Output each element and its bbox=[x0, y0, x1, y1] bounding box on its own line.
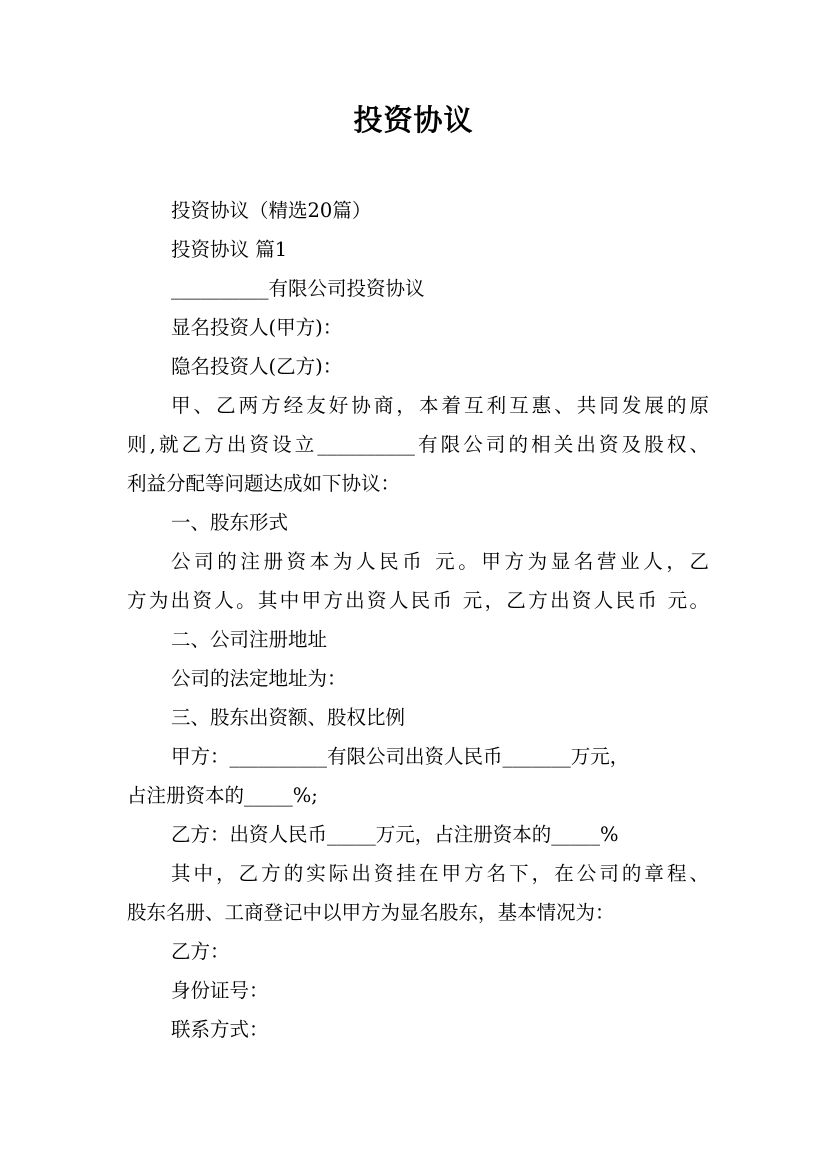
field-line-party-b: 乙方： bbox=[171, 940, 230, 963]
party-b-line: 隐名投资人(乙方)： bbox=[171, 355, 343, 378]
clause-heading-1: 一、股东形式 bbox=[171, 511, 289, 534]
document-title: 投资协议 bbox=[353, 103, 474, 137]
paragraph-line: 公司的法定地址为： bbox=[171, 667, 347, 690]
paragraph-line: 股东名册、工商登记中以甲方为显名股东，基本情况为： bbox=[127, 901, 615, 924]
paragraph-line: 乙方：出资人民币_____万元，占注册资本的_____% bbox=[171, 823, 619, 846]
party-a-line: 显名投资人(甲方)： bbox=[171, 316, 343, 339]
paragraph-line: 甲方：__________有限公司出资人民币_______万元， bbox=[171, 745, 630, 768]
field-line-id-number: 身份证号： bbox=[171, 979, 269, 1002]
clause-heading-2: 二、公司注册地址 bbox=[171, 628, 328, 651]
section-heading-line: 投资协议 篇1 bbox=[171, 238, 288, 261]
field-line-contact: 联系方式： bbox=[171, 1018, 269, 1041]
paragraph-line: 其中，乙方的实际出资挂在甲方名下，在公司的章程、 bbox=[171, 862, 709, 885]
paragraph-line: 甲、乙两方经友好协商，本着互利互惠、共同发展的原 bbox=[171, 394, 709, 417]
paragraph-line: 占注册资本的_____%; bbox=[127, 784, 318, 807]
paragraph-line: 则,就乙方出资设立__________有限公司的相关出资及股权、 bbox=[127, 433, 709, 456]
clause-heading-3: 三、股东出资额、股权比例 bbox=[171, 706, 406, 729]
subtitle-line: 投资协议（精选20篇） bbox=[171, 199, 372, 222]
paragraph-line: 公司的注册资本为人民币 元。甲方为显名营业人，乙 bbox=[171, 550, 709, 573]
agreement-name-line: __________有限公司投资协议 bbox=[171, 277, 425, 300]
paragraph-line: 利益分配等问题达成如下协议： bbox=[127, 472, 401, 495]
paragraph-line: 方为出资人。其中甲方出资人民币 元，乙方出资人民币 元。 bbox=[127, 589, 709, 612]
